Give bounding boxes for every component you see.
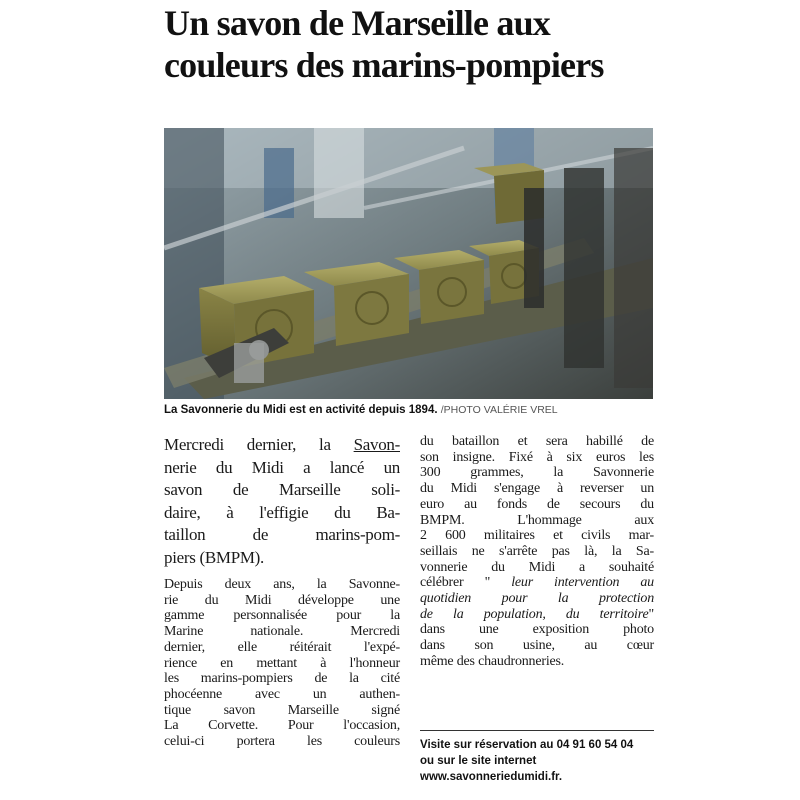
lede-line: nerie du Midi a lancé un	[164, 457, 400, 477]
photo-credit: /PHOTO VALÉRIE VREL	[440, 404, 558, 416]
article-column-right	[420, 434, 654, 670]
body-line: gamme personnalisée pour la	[164, 608, 400, 624]
photo-caption	[164, 404, 664, 416]
body-line: quotidien pour la protection	[420, 591, 654, 607]
body-line: 300 grammes, la Savonnerie	[420, 465, 654, 481]
body-line: La Corvette. Pour l'occasion,	[164, 718, 400, 734]
body-line: même des chaudronneries.	[420, 653, 565, 669]
body-line: célébrer " leur intervention au	[420, 575, 654, 591]
body-line: Marine nationale. Mercredi	[164, 624, 400, 640]
headline	[164, 2, 664, 86]
body-line: du Midi s'engage à reverser un	[420, 481, 654, 497]
body-line: celui-ci portera les couleurs	[164, 734, 400, 750]
lede-line: piers (BMPM).	[164, 547, 264, 567]
article-lede	[164, 434, 400, 569]
visit-info-box	[420, 730, 654, 785]
visit-phone: Visite sur réservation au 04 91 60 54 04	[420, 739, 634, 751]
body-line: les marins-pompiers de la cité	[164, 671, 400, 687]
caption-text: La Savonnerie du Midi est en activité depuis 1894.	[164, 404, 438, 416]
body-line: 2 600 militaires et civils mar-	[420, 528, 654, 544]
headline-line: couleurs des marins-pompiers	[164, 45, 604, 85]
body-line: rience en mettant à l'honneur	[164, 655, 400, 671]
body-line: tique savon Marseille signé	[164, 702, 400, 718]
lede-line: Mercredi dernier, la Savon-	[164, 435, 400, 454]
article-column-left	[164, 434, 400, 750]
body-line: Depuis deux ans, la Savonne-	[164, 577, 400, 592]
body-line: BMPM. L'hommage aux	[420, 512, 654, 528]
body-line: seillais ne s'arrête pas là, la Sa-	[420, 543, 654, 559]
body-line: du bataillon et sera habillé de	[420, 434, 654, 449]
lede-line: daire, à l'effigie du Ba-	[164, 502, 400, 522]
article-body-left	[164, 577, 400, 750]
website-link[interactable]: www.savonneriedumidi.fr.	[420, 771, 563, 783]
article-photo	[164, 128, 653, 399]
body-line: euro au fonds de secours du	[420, 496, 654, 512]
soap-production-line-image	[164, 128, 653, 399]
body-line: vonnerie du Midi a souhaité	[420, 559, 654, 575]
lede-line: savon de Marseille soli-	[164, 480, 400, 499]
body-line: rie du Midi développe une	[164, 592, 400, 608]
lede-line: taillon de marins-pom-	[164, 525, 400, 544]
visit-web-label: ou sur le site internet	[420, 755, 537, 767]
body-line: phocéenne avec un authen-	[164, 686, 400, 702]
body-line: de la population, du territoire"	[420, 606, 654, 622]
body-line: dans une exposition photo	[420, 622, 654, 638]
body-line: son insigne. Fixé à six euros les	[420, 449, 654, 465]
body-line: dans son usine, au cœur	[420, 638, 654, 654]
headline-line: Un savon de Marseille aux	[164, 3, 551, 43]
body-line: dernier, elle réitérait l'expé-	[164, 639, 400, 655]
